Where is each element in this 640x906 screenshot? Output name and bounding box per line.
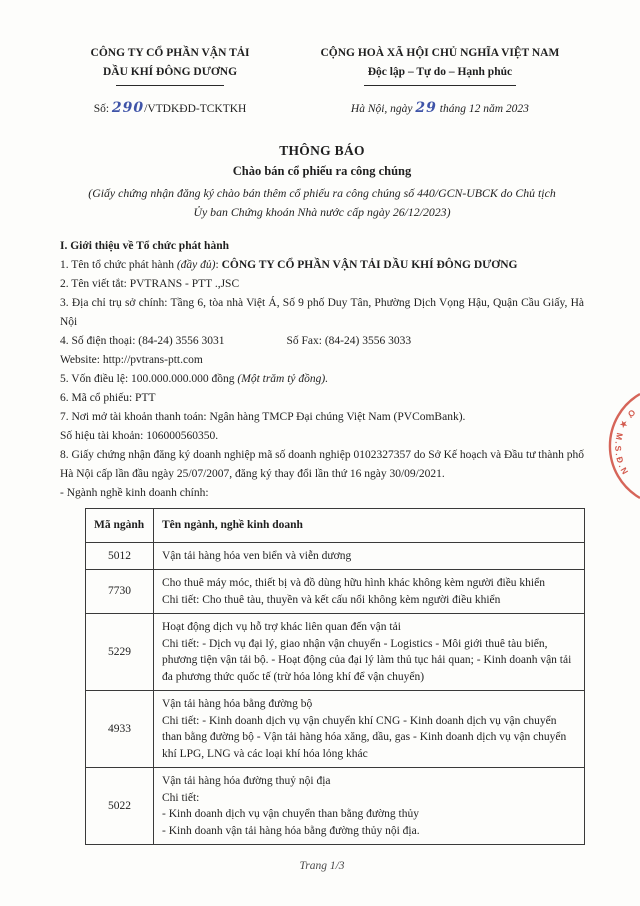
item-issuer-name bbox=[60, 256, 584, 275]
table-header-code: Mã ngành bbox=[86, 509, 154, 543]
motto-underline bbox=[364, 85, 516, 86]
table-row bbox=[86, 542, 585, 570]
industry-description-cell bbox=[154, 614, 585, 691]
industry-description-cell bbox=[154, 768, 585, 845]
industry-description-line: Chi tiết: Cho thuê tàu, thuyền và kết cấu nổi không kèm người điều khiển bbox=[162, 593, 501, 606]
industry-description-line: Hoạt động dịch vụ hỗ trợ khác liên quan đến vận tải bbox=[162, 621, 401, 633]
table-row bbox=[86, 768, 585, 845]
industry-code-cell: 5022 bbox=[86, 768, 154, 845]
document-subtitle: Chào bán cổ phiếu ra công chúng bbox=[232, 164, 412, 178]
charter-capital-value: 5. Vốn điều lệ: 100.000.000.000 đồng bbox=[60, 373, 238, 385]
item-ticker: 6. Mã cổ phiếu: PTT bbox=[60, 392, 156, 404]
industry-description-line: Vận tải hàng hóa ven biển và viễn dương bbox=[162, 549, 352, 562]
phone-number: 4. Số điện thoại: (84-24) 3556 3031 bbox=[60, 335, 225, 347]
company-underline bbox=[116, 85, 224, 86]
company-name-line2: DẦU KHÍ ĐÔNG DƯƠNG bbox=[103, 66, 238, 78]
section-heading: I. Giới thiệu về Tổ chức phát hành bbox=[60, 240, 229, 252]
item-business-registration: 8. Giấy chứng nhận đăng ký doanh nghiệp mã số doanh nghiệp 0102327357 do Sở Kế hoạch và Đầu tư thành phố Hà Nội cấp lần đầu ngày 25/07/2007, đăng ký thay đổi lần thứ 16 ngày 30/09/2021. bbox=[60, 449, 584, 480]
table-row bbox=[86, 614, 585, 691]
charter-capital-words: (Một trăm tỷ đồng). bbox=[237, 373, 329, 385]
page-number: Trang 1/3 bbox=[299, 860, 345, 872]
red-seal-stamp bbox=[596, 388, 640, 504]
national-motto-line1: CỘNG HOÀ XÃ HỘI CHỦ NGHĨA VIỆT NAM bbox=[320, 47, 560, 59]
industry-description-line: Chi tiết: bbox=[162, 791, 200, 804]
document-number-handwritten: 290 bbox=[111, 100, 145, 116]
company-name-line1: CÔNG TY CỔ PHẦN VẬN TẢI bbox=[90, 47, 250, 59]
document-number bbox=[60, 99, 280, 118]
item-main-business-label: - Ngành nghề kinh doanh chính: bbox=[60, 487, 209, 499]
industry-description-cell bbox=[154, 542, 585, 570]
document-number-prefix: Số: bbox=[93, 103, 110, 115]
industry-description-line: - Kinh doanh dịch vụ vận chuyển than bằng đường thủy bbox=[162, 808, 419, 820]
item1-label: 1. Tên tổ chức phát hành bbox=[60, 259, 177, 271]
national-motto-line2: Độc lập – Tự do – Hạnh phúc bbox=[367, 66, 513, 78]
document-date bbox=[296, 99, 584, 118]
document-number-suffix: /VTDKĐD-TCKTKH bbox=[144, 103, 247, 115]
industry-description-line: Chi tiết: - Kinh doanh dịch vụ vận chuyển khí CNG - Kinh doanh dịch vụ vận chuyển than bằng đường bộ - Vận tải hàng hóa xăng, dầu, gas - Kinh doanh dịch vụ vận chuyển khí LPG, LNG và các loại khí hóa lỏng khác bbox=[162, 714, 567, 760]
document-date-handwritten: 29 bbox=[415, 100, 437, 116]
table-row bbox=[86, 691, 585, 768]
document-header bbox=[60, 44, 584, 86]
industry-description-line: Chi tiết: - Dịch vụ đại lý, giao nhận vận chuyển - Logistics - Môi giới thuê tàu biển, phương tiện vận tải bộ. - Hoạt động của đại lý làm thủ tục hải quan; - Kinh doanh vận tải đa phương thức quốc tế (trừ hóa lỏng khí để vận chuyển) bbox=[162, 637, 572, 683]
document-date-prefix: Hà Nội, ngày bbox=[350, 103, 413, 115]
table-header-row bbox=[86, 509, 585, 543]
stamp-text: Ơ ★ M.S.Đ.N bbox=[613, 407, 638, 478]
industry-code-cell: 5012 bbox=[86, 542, 154, 570]
industry-description-line: Vận tải hàng hóa bằng đường bộ bbox=[162, 698, 313, 710]
table-row bbox=[86, 570, 585, 614]
industry-table-body bbox=[86, 542, 585, 845]
item1-company-name: CÔNG TY CỔ PHẦN VẬN TẢI DẦU KHÍ ĐÔNG DƯƠNG bbox=[221, 259, 518, 271]
industry-description-cell bbox=[154, 691, 585, 768]
industry-description-line: Vận tải hàng hóa đường thuỷ nội địa bbox=[162, 775, 331, 787]
item-website: Website: http://pvtrans-ptt.com bbox=[60, 354, 203, 366]
item-bank: 7. Nơi mở tài khoản thanh toán: Ngân hàng TMCP Đại chúng Việt Nam (PVComBank). bbox=[60, 411, 466, 423]
item-head-office: 3. Địa chỉ trụ sở chính: Tầng 6, tòa nhà Việt Á, Số 9 phố Duy Tân, Phường Dịch Vọng Hậu, Quận Cầu Giấy, Hà Nội bbox=[60, 297, 584, 328]
industry-code-cell: 5229 bbox=[86, 614, 154, 691]
company-header-block bbox=[60, 44, 280, 86]
industry-code-cell: 4933 bbox=[86, 691, 154, 768]
item1-colon: : bbox=[215, 259, 222, 271]
table-header-name: Tên ngành, nghề kinh doanh bbox=[154, 509, 585, 543]
item-bank-account: Số hiệu tài khoản: 106000560350. bbox=[60, 430, 219, 442]
industry-code-cell: 7730 bbox=[86, 570, 154, 614]
document-meta-row bbox=[60, 99, 584, 118]
title-block bbox=[60, 140, 584, 222]
industry-table bbox=[85, 508, 585, 845]
industry-description-line: - Kinh doanh vận tải hàng hóa bằng đường thủy nội địa. bbox=[162, 824, 420, 837]
item-charter-capital bbox=[60, 370, 584, 389]
section-issuer-intro bbox=[60, 237, 584, 503]
item-phone-fax bbox=[60, 332, 584, 351]
item1-italic-note: (đầy đủ) bbox=[176, 259, 216, 271]
fax-number: Số Fax: (84-24) 3556 3033 bbox=[286, 335, 412, 347]
industry-description-line: Cho thuê máy móc, thiết bị và đồ dùng hữu hình khác không kèm người điều khiển bbox=[162, 577, 545, 589]
item-short-name: 2. Tên viết tắt: PVTRANS - PTT .,JSC bbox=[60, 278, 240, 290]
certificate-note: (Giấy chứng nhận đăng ký chào bán thêm cổ phiếu ra công chúng số 440/GCN-UBCK do Chủ tịch Ủy ban Chứng khoán Nhà nước cấp ngày 26/12/2023) bbox=[88, 186, 556, 219]
national-header-block bbox=[296, 44, 584, 86]
industry-description-cell bbox=[154, 570, 585, 614]
document-title: THÔNG BÁO bbox=[279, 143, 365, 158]
document-date-suffix: tháng 12 năm 2023 bbox=[439, 103, 529, 115]
